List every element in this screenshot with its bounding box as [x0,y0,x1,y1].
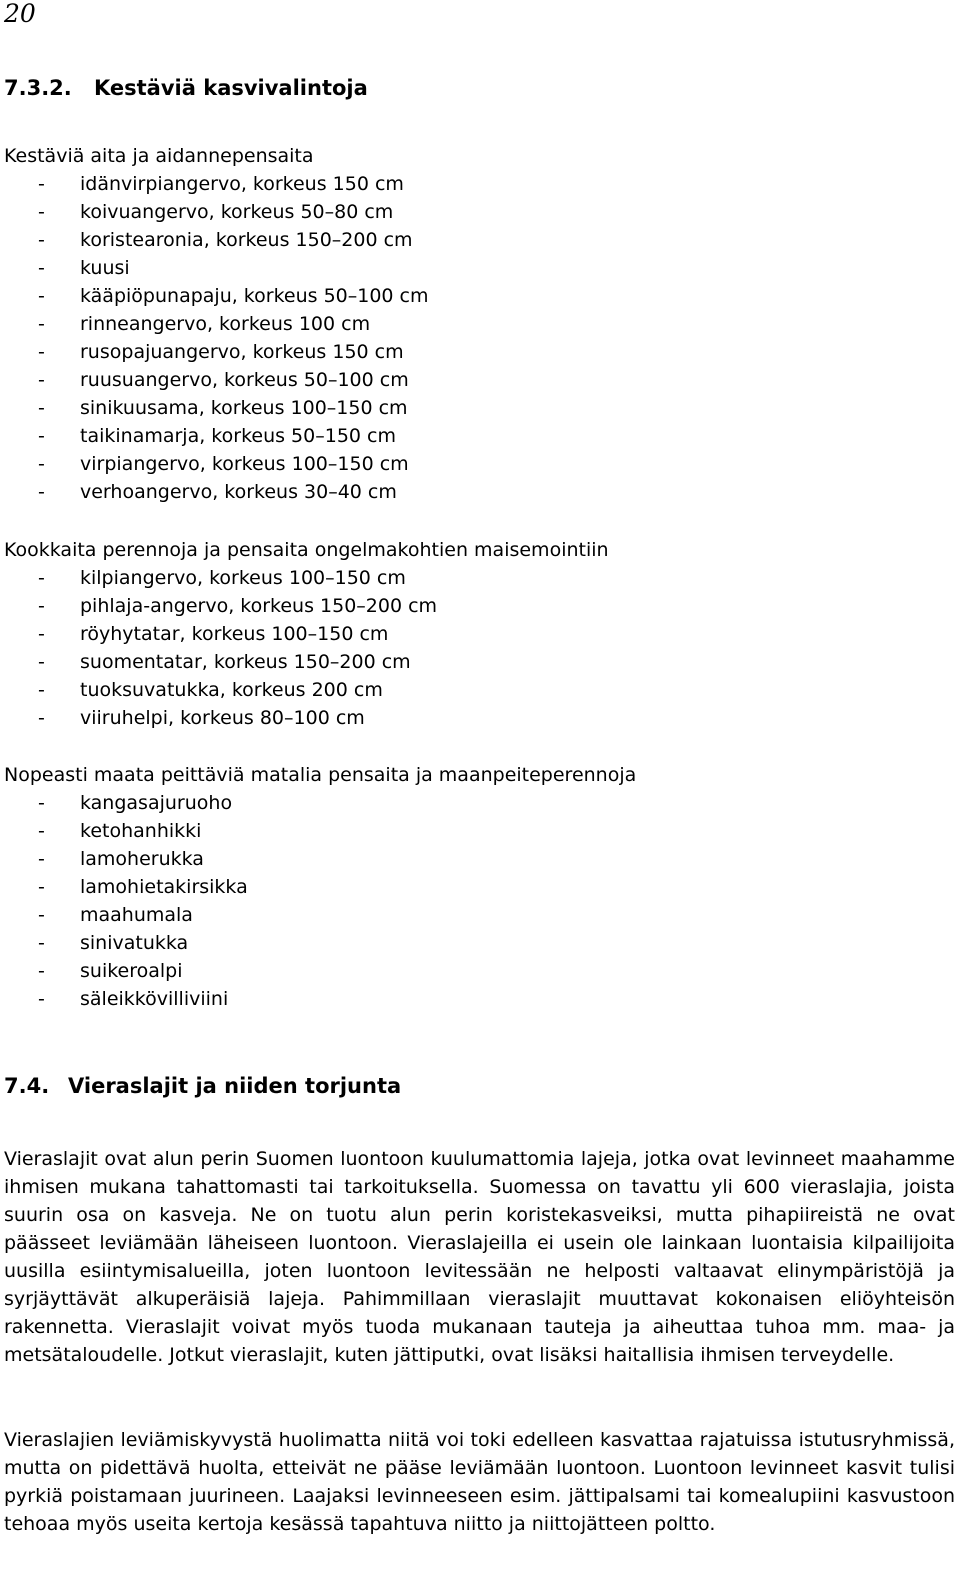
paragraph: Vieraslajien leviämiskyvystä huolimatta niitä voi toki edelleen kasvattaa rajatuissa istutusryhmissä, mutta on pidettävä huolta, etteivät ne pääse leviämään luontoon. Luontoon levinneet kasvit tulisi pyrkiä poistamaan juurineen. Laajaksi levinneeseen esim. jättipalsami tai komealupiini kasvustoon tehoaa myös useita kertoja kesässä tapahtuva niitto ja niittojätteen poltto. [4,1429,955,1535]
list-item: - tuoksuvatukka, korkeus 200 cm [4,676,954,704]
plant-group-large-perennials [4,536,954,732]
list-item: - verhoangervo, korkeus 30–40 cm [4,478,954,506]
list-item: - lamoherukka [4,845,954,873]
list-item: - suikeroalpi [4,957,954,985]
group-title: Kookkaita perennoja ja pensaita ongelmakohtien maisemointiin [4,539,609,561]
list-item: - röyhytatar, korkeus 100–150 cm [4,620,954,648]
group-title: Kestäviä aita ja aidannepensaita [4,145,314,167]
subsection-heading [4,74,368,102]
list-item: - koivuangervo, korkeus 50–80 cm [4,198,954,226]
list-item: - säleikkövilliviini [4,985,954,1013]
plant-group-groundcovers [4,761,954,1013]
list-item: - suomentatar, korkeus 150–200 cm [4,648,954,676]
list-item: - ketohanhikki [4,817,954,845]
list-item: - kangasajuruoho [4,789,954,817]
subsection-title: Kestäviä kasvivalintoja [94,76,368,100]
paragraph: Vieraslajit ovat alun perin Suomen luontoon kuulumattomia lajeja, jotka ovat levinneet maahamme ihmisen mukana tahattomasti tai tarkoituksella. Suomessa on tavattu yli 600 vieraslajia, joista suurin osa on kasveja. Ne on tuotu alun perin koristekasveiksi, mutta pihapiireistä ne ovat päässeet leviämään läheiseen luontoon. Vieraslajeilla ei usein ole lainkaan luontaisia kilpailijoita uusilla esiintymisalueilla, joten luontoon levitessään ne helposti valtaavat elinympäristöjä ja syrjäyttävät alkuperäisiä lajeja. Pahimmillaan vieraslajit muuttavat kokonaisen eliöyhteisön rakennetta. Vieraslajit voivat myös tuoda mukanaan tauteja ja aiheuttaa tuhoa mm. maa- ja metsätaloudelle. Jotkut vieraslajit, kuten jättiputki, ovat lisäksi haitallisia ihmisen terveydelle. [4,1148,955,1366]
section-heading [4,1072,401,1100]
list-item: - lamohietakirsikka [4,873,954,901]
list-item: - rusopajuangervo, korkeus 150 cm [4,338,954,366]
list-item: - rinneangervo, korkeus 100 cm [4,310,954,338]
group-title: Nopeasti maata peittäviä matalia pensaita ja maanpeiteperennoja [4,764,637,786]
plant-list [4,564,954,732]
list-item: - kilpiangervo, korkeus 100–150 cm [4,564,954,592]
section-title: Vieraslajit ja niiden torjunta [68,1074,402,1098]
list-item: - idänvirpiangervo, korkeus 150 cm [4,170,954,198]
list-item: - sinivatukka [4,929,954,957]
page-number: 20 [4,0,36,28]
list-item: - taikinamarja, korkeus 50–150 cm [4,422,954,450]
plant-list [4,789,954,1013]
list-item: - koristearonia, korkeus 150–200 cm [4,226,954,254]
list-item: - virpiangervo, korkeus 100–150 cm [4,450,954,478]
list-item: - sinikuusama, korkeus 100–150 cm [4,394,954,422]
subsection-number: 7.3.2. [4,76,72,100]
list-item: - ruusuangervo, korkeus 50–100 cm [4,366,954,394]
list-item: - kääpiöpunapaju, korkeus 50–100 cm [4,282,954,310]
list-item: - maahumala [4,901,954,929]
list-item: - kuusi [4,254,954,282]
plant-list [4,170,954,506]
plant-group-hedges [4,142,954,506]
list-item: - viiruhelpi, korkeus 80–100 cm [4,704,954,732]
section-number: 7.4. [4,1074,50,1098]
list-item: - pihlaja-angervo, korkeus 150–200 cm [4,592,954,620]
